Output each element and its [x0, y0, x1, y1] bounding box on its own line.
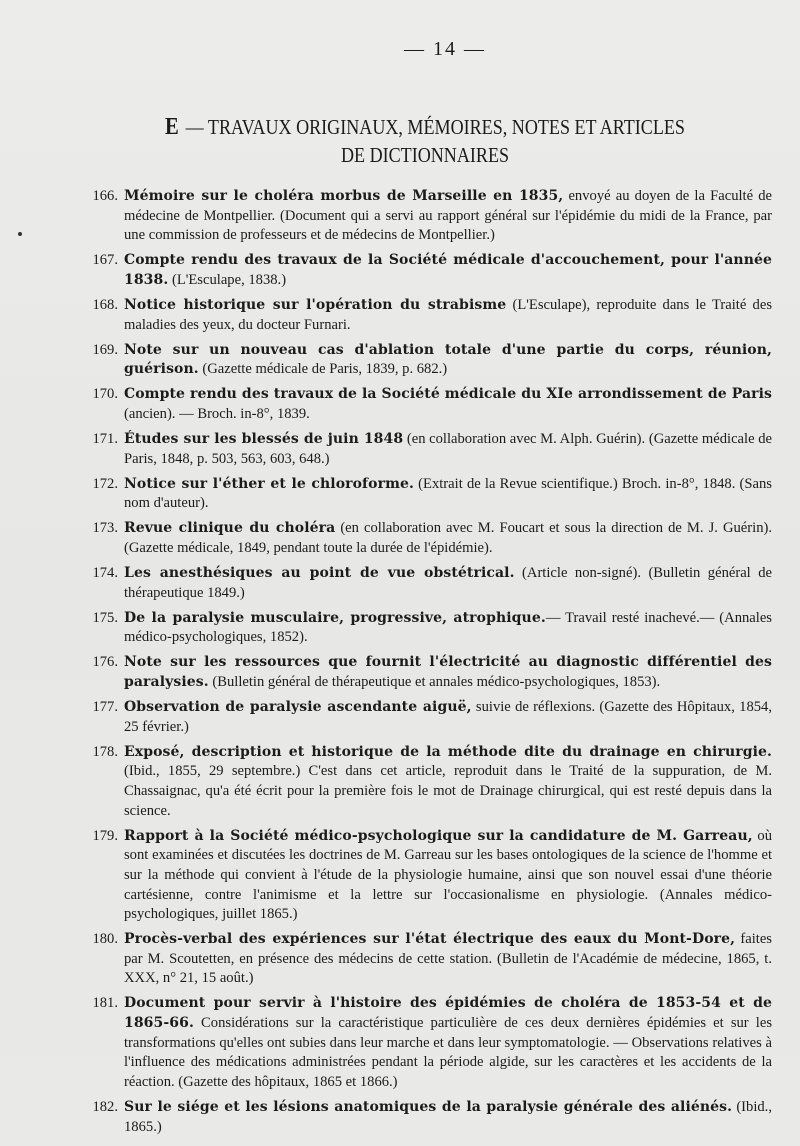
- entry-number: 167.: [92, 252, 118, 269]
- list-item: [78, 564, 772, 603]
- list-item: [78, 698, 772, 737]
- entry-number: 169.: [92, 341, 118, 358]
- section-title-line-2: DE DICTIONNAIRES: [340, 143, 510, 167]
- entry-body: Considérations sur la caractéristique particulière de ces deux dernières épidémies et sur les transformations qu'elles ont subies dans leur marche et dans leur symptomatologie. — Observations relatives à l'influence des médications administrées pendant la période algide, sur les caractères et les accidents de la réaction. (Gazette des hôpitaux, 1865 et 1866.): [124, 1015, 772, 1090]
- entry-number: 166.: [92, 188, 118, 204]
- entry-title: Notice sur l'éther et le chloroforme.: [124, 475, 414, 492]
- entry-body: (Article non-signé). (Bulletin général de thérapeutique 1849.): [124, 565, 772, 601]
- entry-body: suivie de réflexions. (Gazette des Hôpitaux, 1854, 25 février.): [124, 699, 772, 735]
- list-item: [78, 251, 772, 290]
- entry-title: Rapport à la Société médico-psychologique sur la candidature de M. Garreau,: [124, 827, 753, 844]
- entry-title: Compte rendu des travaux de la Société médicale d'accouchement, pour l'année 1838.: [124, 252, 772, 288]
- list-item: [78, 187, 772, 246]
- list-item: [78, 743, 772, 821]
- entry-title: Les anesthésiques au point de vue obstétrical.: [124, 565, 515, 582]
- entry-body: faites par M. Scoutetten, en présence des médecins de cette station. (Bulletin de l'Académie de médecine, 1865, t. XXX, n° 21, 15 août.): [124, 931, 772, 987]
- entry-title: Revue clinique du choléra: [124, 520, 336, 537]
- entry-body: (en collaboration avec M. Alph. Guérin). (Gazette médicale de Paris, 1848, p. 503, 563, 603, 648.): [124, 431, 773, 467]
- entry-title: De la paralysie musculaire, progressive, atrophique.: [124, 609, 546, 626]
- entry-body: (Ibid., 1855, 29 septembre.) C'est dans cet article, reproduit dans le Traité de la suppuration, de M. Chassaignac, qu'a été écrit pour la première fois le mot de Drainage chirurgical, qui est resté depuis dans la science.: [124, 763, 772, 819]
- entry-number: 179.: [92, 827, 118, 844]
- list-item: [78, 653, 772, 692]
- entry-body: (ancien). — Broch. in-8°, 1839.: [124, 405, 310, 422]
- entry-number: 182.: [92, 1098, 118, 1115]
- list-item: [78, 385, 772, 424]
- entry-number: 177.: [92, 699, 118, 716]
- entry-number: 175.: [92, 609, 118, 626]
- entry-title: Observation de paralysie ascendante aiguë,: [124, 699, 472, 716]
- entry-number: 176.: [92, 654, 118, 671]
- entry-number: 170.: [92, 386, 118, 403]
- list-item: [78, 994, 772, 1092]
- entry-title: Document pour servir à l'histoire des épidémies de choléra de 1853-54 et de 1865-66.: [124, 995, 772, 1032]
- entry-number: 173.: [92, 520, 118, 537]
- list-item: [78, 519, 772, 558]
- entry-body: (L'Esculape, 1838.): [168, 271, 287, 288]
- entry-body: (Bulletin général de thérapeutique et annales médico-psychologiques, 1853).: [208, 674, 661, 691]
- section-letter: E: [165, 114, 179, 140]
- entry-body: envoyé au doyen de la Faculté de médecine de Montpellier. (Document qui a servi au rapport général sur l'épidémie du midi de la France, par une commission de professeurs et de médecins de Montpellier.): [124, 188, 773, 244]
- list-item: [78, 827, 772, 925]
- entry-list: [78, 187, 772, 1137]
- list-item: [78, 930, 772, 989]
- entry-title: Notice historique sur l'opération du strabisme: [124, 296, 507, 313]
- list-item: [78, 609, 772, 648]
- margin-dot: [18, 232, 22, 236]
- section-title: [127, 113, 724, 169]
- section-title-line-1: [127, 113, 724, 141]
- entry-title: Note sur un nouveau cas d'ablation totale d'une partie du corps, réunion, guérison.: [124, 341, 772, 378]
- entry-body: (Extrait de la Revue scientifique.) Broch. in-8°, 1848. (Sans nom d'auteur).: [124, 475, 772, 512]
- entry-title: Procès-verbal des expériences sur l'état électrique des eaux du Mont-Dore,: [124, 931, 736, 948]
- entry-body: où sont examinées et discutées les doctrines de M. Garreau sur les bases ontologiques de la science de l'homme et sur la méthode qui convient à l'étude de la physiologie humaine, ainsi que son nouvel essai d'une théorie cartésienne, contre l'animisme et la lettre sur l'occasionalisme en physiologie. (Annales médico-psychologiques, juillet 1865.): [124, 827, 772, 923]
- entry-body: (L'Esculape), reproduite dans le Traité des maladies des yeux, du docteur Furnari.: [124, 296, 773, 333]
- entry-body: (Ibid., 1865.): [124, 1098, 772, 1135]
- list-item: [78, 296, 772, 335]
- entry-title: Études sur les blessés de juin 1848: [124, 431, 404, 448]
- list-item: [78, 430, 772, 469]
- entry-title: Compte rendu des travaux de la Société médicale du XIe arrondissement de Paris: [124, 386, 772, 403]
- entry-number: 174.: [92, 565, 118, 582]
- entry-number: 168.: [92, 296, 118, 313]
- list-item: [78, 1098, 772, 1137]
- entry-body: (en collaboration avec M. Foucart et sous la direction de M. J. Guérin). (Gazette médicale, 1849, pendant toute la durée de l'épidémie).: [124, 520, 772, 556]
- entry-body: — Travail resté inachevé.— (Annales médico-psychologiques, 1852).: [124, 609, 772, 646]
- section-title-text: — TRAVAUX ORIGINAUX, MÉMOIRES, NOTES ET ARTICLES: [185, 115, 685, 139]
- entry-number: 178.: [92, 743, 118, 760]
- entry-number: 171.: [92, 431, 118, 448]
- entry-number: 180.: [92, 931, 118, 948]
- entry-number: 181.: [92, 995, 118, 1012]
- entry-title: Note sur les ressources que fournit l'électricité au diagnostic différentiel des paralysies.: [124, 654, 772, 691]
- list-item: [78, 475, 772, 514]
- page-number: — 14 —: [404, 38, 486, 60]
- list-item: [78, 341, 772, 380]
- entry-title: Mémoire sur le choléra morbus de Marseille en 1835,: [124, 188, 564, 204]
- entry-title: Sur le siége et les lésions anatomiques de la paralysie générale des aliénés.: [124, 1098, 733, 1115]
- entry-body: (Gazette médicale de Paris, 1839, p. 682.): [198, 361, 448, 378]
- entry-title: Exposé, description et historique de la méthode dite du drainage en chirurgie.: [124, 743, 772, 760]
- entry-number: 172.: [92, 475, 118, 492]
